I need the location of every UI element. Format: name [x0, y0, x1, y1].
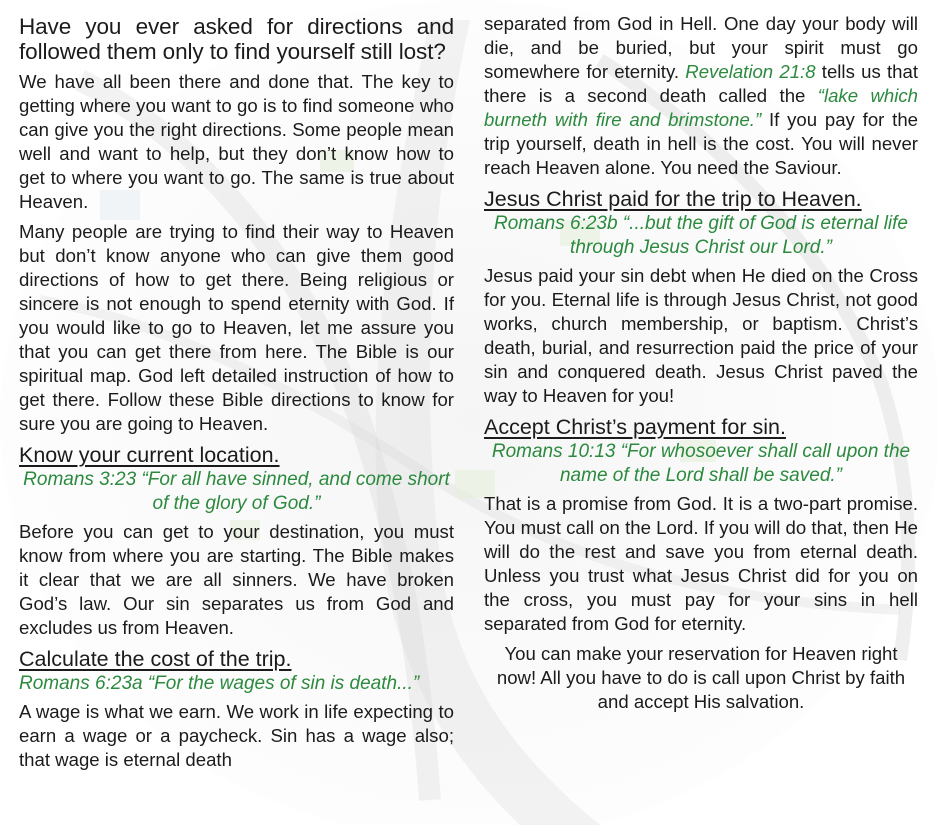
verse-romans-6-23b: Romans 6:23b “...but the gift of God is eternal life through Jesus Christ our Lord.”	[493, 213, 908, 258]
text-run: separated from God in Hell. One day your body will die, and be buried, but your spirit must go somewhere for eternity.	[484, 13, 918, 82]
wage-paragraph: A wage is what we earn. We work in life expecting to earn a wage or a paycheck. Sin has a wage also; that wage is eternal death	[19, 701, 454, 770]
section-heading-current-location: Know your current location.	[19, 443, 280, 467]
scripture-reference: Revelation 21:8	[685, 61, 816, 82]
sin-debt-paragraph: Jesus paid your sin debt when He died on the Cross for you. Eternal life is through Jesus Christ, not good works, church membership, or baptism. Christ’s death, burial, and resurrection paid the price of your sin and conquered death. Jesus Christ paved the way to Heaven for you!	[484, 265, 918, 406]
scripture-quote: “lake which burneth with fire and brimstone.”	[484, 85, 918, 130]
starting-point-paragraph: Before you can get to your destination, you must know from where you are starting. The Bible makes it clear that we are all sinners. We have broken God’s law. Our sin separates us from God and excludes us from Heaven.	[19, 521, 454, 638]
text-run: tells us that there is a second death called the	[484, 61, 918, 106]
intro-paragraph: We have all been there and done that. The key to getting where you want to go is to find someone who can give you the right directions. Some people mean well and want to help, but they don’t know how to get to where you want to go. The same is true about Heaven.	[19, 71, 454, 212]
section-heading-accept-payment: Accept Christ’s payment for sin.	[484, 415, 786, 439]
closing-paragraph: You can make your reservation for Heaven right now! All you have to do is call upon Christ by faith and accept His salvation.	[496, 643, 906, 712]
section-heading-cost: Calculate the cost of the trip.	[19, 647, 292, 671]
verse-romans-3-23: Romans 3:23 “For all have sinned, and come short of the glory of God.”	[23, 469, 450, 514]
verse-romans-10-13: Romans 10:13 “For whosoever shall call upon the name of the Lord shall be saved.”	[491, 441, 911, 486]
second-death-paragraph	[484, 12, 918, 180]
promise-paragraph: That is a promise from God. It is a two-part promise. You must call on the Lord. If you will do that, then He will do the rest and save you from eternal death. Unless you trust what Jesus Christ did for you on the cross, you must pay for your sins in hell separated from God for eternity.	[484, 493, 918, 634]
right-column	[484, 12, 918, 720]
heaven-paragraph: Many people are trying to find their way to Heaven but don’t know anyone who can give them good directions of how to get there. Being religious or sincere is not enough to spend eternity with God. If you would like to go to Heaven, let me assure you that you can get there from here. The Bible is our spiritual map. God left detailed instruction of how to get there. Follow these Bible directions to know for sure you are going to Heaven.	[19, 221, 454, 434]
verse-romans-6-23a: Romans 6:23a “For the wages of sin is death...”	[19, 673, 420, 694]
section-heading-jesus-paid: Jesus Christ paid for the trip to Heaven.	[484, 187, 862, 211]
page-heading: Have you ever asked for directions and followed them only to find yourself still lost?	[19, 14, 454, 64]
text-run: If you pay for the trip yourself, death in hell is the cost. You will never reach Heaven alone. You need the Saviour.	[484, 109, 918, 178]
left-column	[19, 14, 454, 778]
